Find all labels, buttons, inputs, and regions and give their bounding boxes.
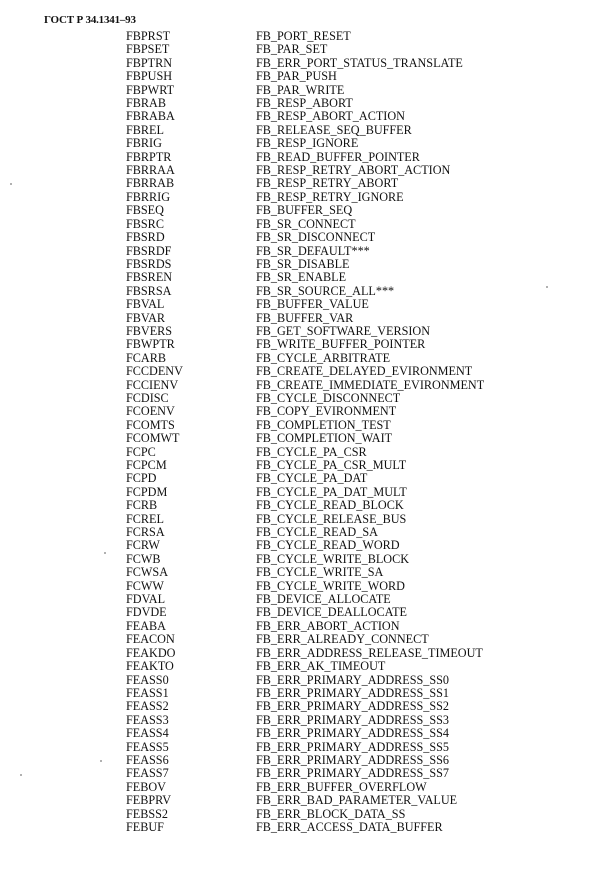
identifier-cell: FB_BUFFER_VAR <box>256 310 354 325</box>
table-row <box>126 513 484 526</box>
table-row <box>126 687 484 700</box>
table-row <box>126 312 484 325</box>
table-row <box>126 553 484 566</box>
table-row <box>126 446 484 459</box>
table-row <box>126 714 484 727</box>
identifier-cell: FB_RESP_RETRY_ABORT <box>256 176 399 191</box>
identifier-cell: FB_ERR_ABORT_ACTION <box>256 618 400 633</box>
abbreviation-cell: FBRIG <box>126 136 162 151</box>
abbreviation-cell: FCCIENV <box>126 377 179 392</box>
abbreviation-cell: FBRAB <box>126 96 166 111</box>
identifier-cell: FB_ERR_ACCESS_DATA_BUFFER <box>256 819 443 834</box>
identifier-cell: FB_CYCLE_PA_DAT <box>256 471 368 486</box>
table-row <box>126 486 484 499</box>
identifier-cell: FB_CYCLE_READ_WORD <box>256 538 400 553</box>
table-row <box>126 298 484 311</box>
identifier-cell: FB_DEVICE_ALLOCATE <box>256 592 391 607</box>
table-row <box>126 700 484 713</box>
table-row <box>126 674 484 687</box>
table-row <box>126 808 484 821</box>
identifier-cell: FB_PORT_RESET <box>256 29 351 43</box>
identifier-cell: FB_CYCLE_PA_CSR_MULT <box>256 458 407 472</box>
abbreviation-cell: FEASS7 <box>126 766 169 781</box>
abbreviation-cell: FCDISC <box>126 390 169 405</box>
table-row <box>126 164 484 177</box>
identifier-cell: FB_COPY_EVIRONMENT <box>256 404 397 419</box>
identifier-cell: FB_RESP_RETRY_IGNORE <box>256 189 404 204</box>
abbreviation-cell: FCPC <box>126 444 156 459</box>
abbreviation-cell: FCWSA <box>126 565 168 580</box>
identifier-cell: FB_CREATE_DELAYED_EVIRONMENT <box>256 364 473 379</box>
identifier-cell: FB_RESP_ABORT <box>256 96 353 111</box>
page-header: ГОСТ Р 34.1341–93 <box>44 14 136 26</box>
abbreviation-cell: FCCDENV <box>126 364 183 379</box>
table-row <box>126 727 484 740</box>
identifier-cell: FB_ERR_ADDRESS_RELEASE_TIMEOUT <box>256 645 483 660</box>
identifier-cell: FB_CYCLE_DISCONNECT <box>256 390 401 405</box>
table-row <box>126 459 484 472</box>
identifier-cell: FB_CYCLE_WRITE_WORD <box>256 578 405 593</box>
table-row <box>126 741 484 754</box>
identifier-cell: FB_ERR_BUFFER_OVERFLOW <box>256 779 427 794</box>
table-row <box>126 84 484 97</box>
abbreviation-cell: FCRW <box>126 538 160 553</box>
identifier-cell: FB_CYCLE_PA_DAT_MULT <box>256 484 407 499</box>
identifier-cell: FB_ERR_PRIMARY_ADDRESS_SS1 <box>256 685 450 700</box>
abbreviation-cell: FCPDM <box>126 484 168 499</box>
table-row <box>126 392 484 405</box>
abbreviation-cell: FCPD <box>126 471 157 486</box>
abbreviation-cell: FCOMWT <box>126 431 180 446</box>
identifier-cell: FB_PAR_WRITE <box>256 82 345 97</box>
identifier-cell: FB_CYCLE_WRITE_BLOCK <box>256 551 410 566</box>
abbreviation-cell: FBRRAB <box>126 176 175 191</box>
table-row <box>126 606 484 619</box>
table-row <box>126 405 484 418</box>
abbreviation-cell: FBPUSH <box>126 69 173 84</box>
table-row <box>126 137 484 150</box>
identifier-cell: FB_READ_BUFFER_POINTER <box>256 149 420 164</box>
table-row <box>126 593 484 606</box>
identifier-cell: FB_PAR_SET <box>256 42 328 57</box>
abbreviation-cell: FCOENV <box>126 404 175 419</box>
table-row <box>126 472 484 485</box>
abbreviation-cell: FCWW <box>126 578 164 593</box>
table-row <box>126 526 484 539</box>
abbreviation-cell: FEABA <box>126 618 166 633</box>
identifier-cell: FB_CYCLE_ARBITRATE <box>256 350 391 365</box>
table-row <box>126 499 484 512</box>
identifier-cell: FB_WRITE_BUFFER_POINTER <box>256 337 426 352</box>
abbreviation-cell: FBPWRT <box>126 82 175 97</box>
table-row <box>126 781 484 794</box>
abbreviation-cell: FBREL <box>126 122 164 137</box>
abbreviation-cell: FCRSA <box>126 525 165 540</box>
table-row <box>126 271 484 284</box>
abbreviation-cell: FEAKDO <box>126 645 176 660</box>
table-row <box>126 754 484 767</box>
abbreviation-table <box>126 30 484 834</box>
abbreviation-cell: FEBUF <box>126 819 164 834</box>
abbreviation-cell: FEAKTO <box>126 659 174 674</box>
abbreviation-cell: FDVDE <box>126 605 167 620</box>
table-row <box>126 285 484 298</box>
identifier-cell: FB_GET_SOFTWARE_VERSION <box>256 323 431 338</box>
identifier-cell: FB_CREATE_IMMEDIATE_EVIRONMENT <box>256 377 485 392</box>
abbreviation-cell: FBPTRN <box>126 55 173 70</box>
table-row <box>126 30 484 43</box>
abbreviation-cell: FEASS4 <box>126 726 169 741</box>
table-row <box>126 580 484 593</box>
table-row <box>126 432 484 445</box>
scan-speck <box>100 760 102 762</box>
abbreviation-cell: FBSRSA <box>126 283 172 298</box>
abbreviation-cell: FEBOV <box>126 779 166 794</box>
identifier-cell: FB_ERR_PRIMARY_ADDRESS_SS6 <box>256 752 450 767</box>
identifier-cell: FB_SR_DEFAULT*** <box>256 243 370 258</box>
table-row <box>126 660 484 673</box>
identifier-cell: FB_ERR_BAD_PARAMETER_VALUE <box>256 793 458 808</box>
abbreviation-cell: FBRRIG <box>126 189 171 204</box>
identifier-cell: FB_RELEASE_SEQ_BUFFER <box>256 122 412 137</box>
abbreviation-cell: FBSREN <box>126 270 173 285</box>
table-row <box>126 365 484 378</box>
identifier-cell: FB_ERR_PRIMARY_ADDRESS_SS3 <box>256 712 450 727</box>
identifier-cell: FB_CYCLE_READ_BLOCK <box>256 498 404 513</box>
abbreviation-cell: FEASS0 <box>126 672 169 687</box>
table-row <box>126 767 484 780</box>
abbreviation-cell: FBRPTR <box>126 149 172 164</box>
table-row <box>126 379 484 392</box>
identifier-cell: FB_SR_CONNECT <box>256 216 356 231</box>
identifier-cell: FB_RESP_RETRY_ABORT_ACTION <box>256 163 451 178</box>
table-row <box>126 218 484 231</box>
abbreviation-cell: FBRABA <box>126 109 175 124</box>
abbreviation-cell: FEASS5 <box>126 739 169 754</box>
abbreviation-cell: FCARB <box>126 350 166 365</box>
identifier-cell: FB_ERR_AK_TIMEOUT <box>256 659 386 674</box>
table-row <box>126 151 484 164</box>
abbreviation-cell: FBWPTR <box>126 337 175 352</box>
table-row <box>126 191 484 204</box>
identifier-cell: FB_ERR_BLOCK_DATA_SS <box>256 806 406 821</box>
identifier-cell: FB_COMPLETION_TEST <box>256 417 391 432</box>
scan-speck <box>546 286 548 288</box>
abbreviation-cell: FBSRDF <box>126 243 172 258</box>
abbreviation-cell: FCRB <box>126 498 158 513</box>
table-row <box>126 231 484 244</box>
identifier-cell: FB_SR_DISCONNECT <box>256 230 376 245</box>
identifier-cell: FB_RESP_IGNORE <box>256 136 359 151</box>
abbreviation-table-body <box>126 30 484 834</box>
table-row <box>126 124 484 137</box>
abbreviation-cell: FBVERS <box>126 323 173 338</box>
table-row <box>126 57 484 70</box>
table-row <box>126 794 484 807</box>
identifier-cell: FB_ERR_PRIMARY_ADDRESS_SS7 <box>256 766 450 781</box>
identifier-cell: FB_PAR_PUSH <box>256 69 337 84</box>
table-row <box>126 352 484 365</box>
abbreviation-cell: FEASS1 <box>126 685 169 700</box>
identifier-cell: FB_ERR_PORT_STATUS_TRANSLATE <box>256 55 463 70</box>
identifier-cell: FB_DEVICE_DEALLOCATE <box>256 605 407 620</box>
table-row <box>126 97 484 110</box>
table-row <box>126 338 484 351</box>
abbreviation-cell: FEASS6 <box>126 752 169 767</box>
table-row <box>126 647 484 660</box>
table-row <box>126 821 484 834</box>
abbreviation-cell: FBSRC <box>126 216 164 231</box>
identifier-cell: FB_CYCLE_READ_SA <box>256 525 378 540</box>
abbreviation-cell: FBSRD <box>126 230 165 245</box>
identifier-cell: FB_ERR_PRIMARY_ADDRESS_SS4 <box>256 726 450 741</box>
abbreviation-cell: FDVAL <box>126 592 166 607</box>
identifier-cell: FB_SR_DISABLE <box>256 256 350 271</box>
abbreviation-cell: FCPCM <box>126 458 167 472</box>
abbreviation-cell: FBVAR <box>126 310 166 325</box>
table-row <box>126 110 484 123</box>
table-row <box>126 419 484 432</box>
abbreviation-cell: FCREL <box>126 511 164 526</box>
table-row <box>126 258 484 271</box>
identifier-cell: FB_ERR_ALREADY_CONNECT <box>256 632 429 647</box>
table-row <box>126 325 484 338</box>
table-row <box>126 70 484 83</box>
abbreviation-cell: FEASS2 <box>126 699 169 714</box>
abbreviation-cell: FBSRDS <box>126 256 172 271</box>
scan-speck <box>20 774 22 776</box>
table-row <box>126 43 484 56</box>
identifier-cell: FB_ERR_PRIMARY_ADDRESS_SS5 <box>256 739 450 754</box>
identifier-cell: FB_SR_ENABLE <box>256 270 347 285</box>
abbreviation-cell: FBPRST <box>126 29 171 43</box>
abbreviation-cell: FBVAL <box>126 297 165 312</box>
identifier-cell: FB_SR_SOURCE_ALL*** <box>256 283 395 298</box>
table-row <box>126 245 484 258</box>
abbreviation-cell: FBRRAA <box>126 163 175 178</box>
identifier-cell: FB_RESP_ABORT_ACTION <box>256 109 405 124</box>
table-row <box>126 177 484 190</box>
table-row <box>126 633 484 646</box>
table-row <box>126 204 484 217</box>
identifier-cell: FB_ERR_PRIMARY_ADDRESS_SS2 <box>256 699 450 714</box>
abbreviation-cell: FCOMTS <box>126 417 175 432</box>
identifier-cell: FB_CYCLE_WRITE_SA <box>256 565 384 580</box>
scan-speck <box>10 183 12 185</box>
identifier-cell: FB_CYCLE_PA_CSR <box>256 444 367 459</box>
abbreviation-cell: FEACON <box>126 632 175 647</box>
scan-speck <box>104 552 106 554</box>
identifier-cell: FB_BUFFER_SEQ <box>256 203 353 218</box>
identifier-cell: FB_ERR_PRIMARY_ADDRESS_SS0 <box>256 672 450 687</box>
table-row <box>126 539 484 552</box>
identifier-cell: FB_BUFFER_VALUE <box>256 297 369 312</box>
abbreviation-cell: FBPSET <box>126 42 170 57</box>
table-row <box>126 620 484 633</box>
abbreviation-cell: FCWB <box>126 551 161 566</box>
abbreviation-cell: FEBSS2 <box>126 806 169 821</box>
abbreviation-cell: FBSEQ <box>126 203 164 218</box>
identifier-cell: FB_COMPLETION_WAIT <box>256 431 393 446</box>
table-row <box>126 566 484 579</box>
identifier-cell: FB_CYCLE_RELEASE_BUS <box>256 511 407 526</box>
abbreviation-cell: FEBPRV <box>126 793 172 808</box>
abbreviation-cell: FEASS3 <box>126 712 169 727</box>
